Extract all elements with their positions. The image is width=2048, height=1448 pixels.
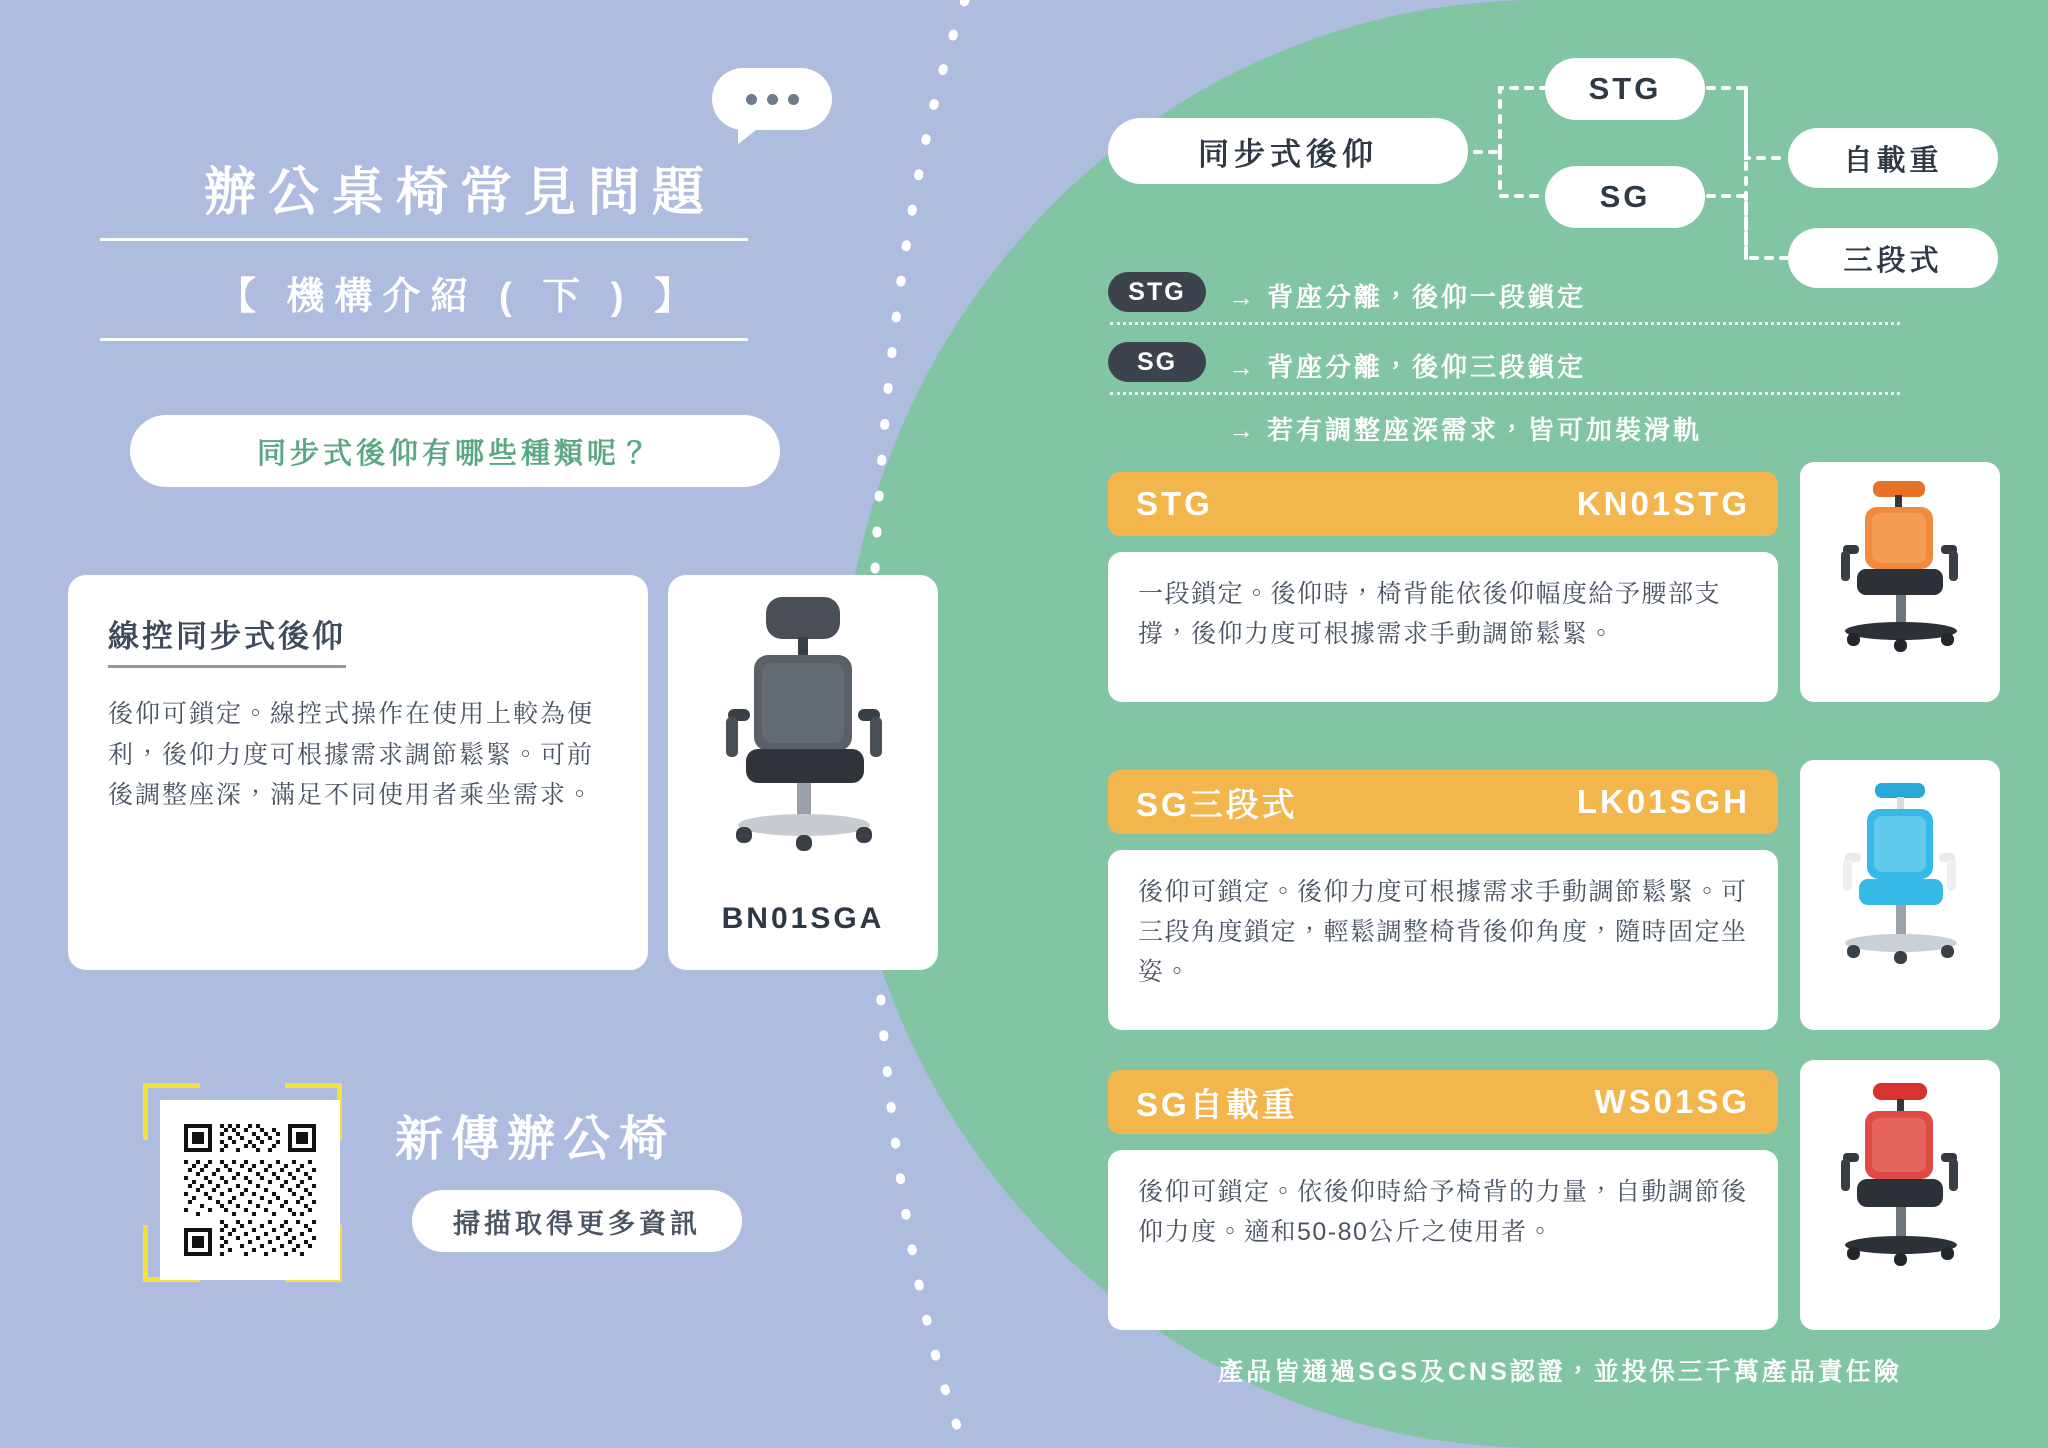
legend-text-stg-value: 背座分離，後仰一段鎖定 [1267,282,1587,312]
title-divider-top [100,238,748,241]
office-chair-illustration-red [1815,1075,1985,1315]
footer-note: 產品皆通過SGS及CNS認證，並投保三千萬產品責任險 [1218,1358,1902,1386]
feature-card-heading: 線控同步式後仰 [108,611,346,668]
arrow-icon: → [1228,352,1257,382]
product-description-3: 後仰可鎖定。依後仰時給予椅背的力量，自動調節後仰力度。適和50-80公斤之使用者。 [1108,1150,1778,1330]
product-header-2 [1108,770,1778,834]
product-model-2: LK01SGH [1576,783,1750,820]
arrow-icon: → [1228,282,1257,312]
question-pill: 同步式後仰有哪些種類呢？ [130,415,780,487]
feature-photo-model: BN01SGA [721,902,885,935]
office-chair-illustration-black [688,589,918,889]
brand-name: 新傳辦公椅 [395,1113,676,1166]
tree-node-stg: STG [1545,58,1705,120]
product-photo-1 [1800,462,2000,702]
legend-tag-stg: STG [1108,272,1206,312]
qr-code-box[interactable] [160,1100,340,1280]
product-photo-2 [1800,760,2000,1030]
product-name-3: SG自載重 [1136,1085,1298,1123]
speech-bubble-icon [712,68,832,130]
legend-text-extra [1228,410,1702,447]
page-subtitle: 【 機構介紹 ( 下 ) 】 [217,276,703,318]
feature-card-body: 後仰可鎖定。線控式操作在使用上較為便利，後仰力度可根據需求調節鬆緊。可前後調整座深，滿足不同使用者乘坐需求。 [108,700,595,809]
tree-node-three-stage: 三段式 [1788,228,1998,288]
legend-divider-1 [1110,322,1900,325]
scan-info-pill[interactable]: 掃描取得更多資訊 [412,1190,742,1252]
legend-text-sg-value: 背座分離，後仰三段鎖定 [1267,352,1587,382]
page-title: 辦公桌椅常見問題 [203,164,716,222]
arrow-icon: → [1228,415,1257,445]
product-description-2: 後仰可鎖定。後仰力度可根據需求手動調節鬆緊。可三段角度鎖定，輕鬆調整椅背後仰角度，隨時固定坐姿。 [1108,850,1778,1030]
qr-code-icon [184,1124,316,1256]
office-chair-illustration-orange [1815,475,1985,690]
title-divider-bottom [100,338,748,341]
product-header-1 [1108,472,1778,536]
product-model-3: WS01SG [1594,1083,1750,1120]
product-photo-3 [1800,1060,2000,1330]
legend-text-stg [1228,277,1586,314]
feature-photo-card [668,575,938,970]
tree-node-root: 同步式後仰 [1108,118,1468,184]
product-model-1: KN01STG [1576,485,1750,522]
product-header-3 [1108,1070,1778,1134]
legend-text-sg [1228,347,1586,384]
office-chair-illustration-blue [1815,775,1985,1015]
product-description-1: 一段鎖定。後仰時，椅背能依後仰幅度給予腰部支撐，後仰力度可根據需求手動調節鬆緊。 [1108,552,1778,702]
feature-card [68,575,648,970]
tree-node-sg: SG [1545,166,1705,228]
legend-tag-sg: SG [1108,342,1206,382]
legend-text-extra-value: 若有調整座深需求，皆可加裝滑軌 [1267,415,1703,445]
tree-node-self-weight: 自載重 [1788,128,1998,188]
product-name-2: SG三段式 [1136,785,1298,823]
product-name-1: STG [1136,485,1213,522]
legend-divider-2 [1110,392,1900,395]
